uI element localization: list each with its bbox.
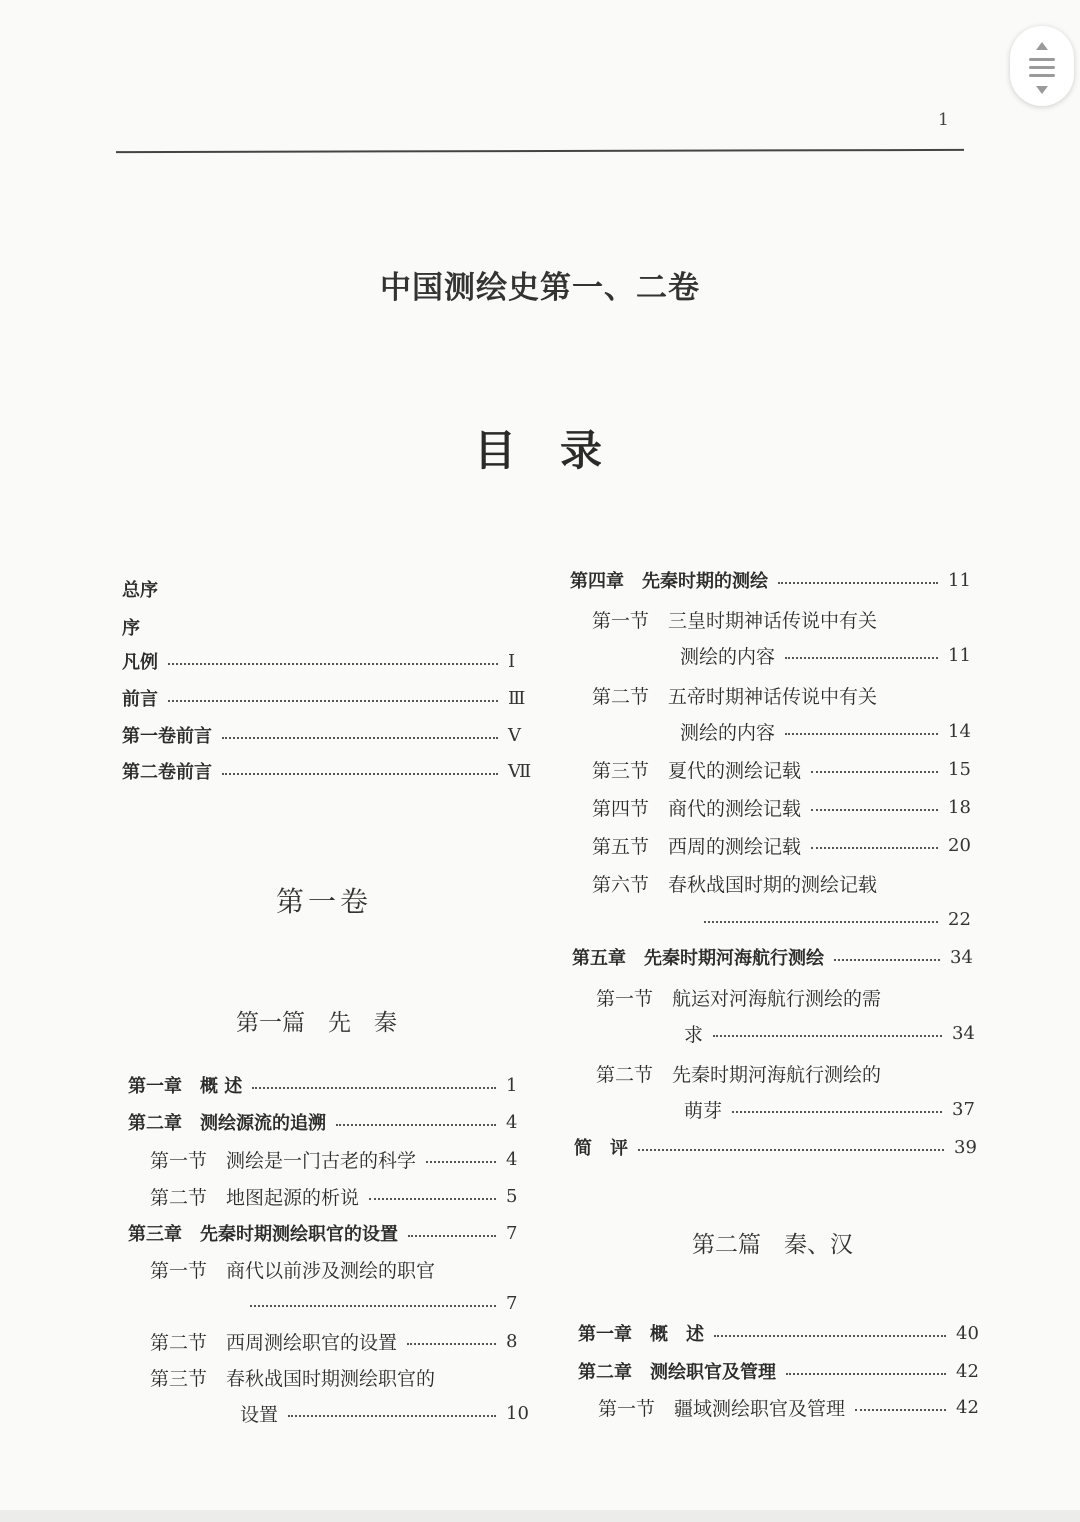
toc-entry[interactable]	[128, 1218, 530, 1248]
toc-entry[interactable]	[572, 942, 974, 972]
toc-entry-label: 第一节 三皇时期神话传说中有关	[592, 609, 878, 632]
toc-entry-page: 42	[956, 1396, 979, 1418]
toc-entry[interactable]	[684, 1018, 976, 1048]
leader-dots	[811, 771, 938, 773]
toc-entry-page: 8	[506, 1330, 518, 1352]
toc-entry-page: Ⅰ	[508, 650, 516, 672]
toc-entry[interactable]	[694, 904, 972, 934]
toc-heading: 目录	[473, 426, 646, 475]
toc-entry-page: 4	[506, 1148, 518, 1170]
toc-entry[interactable]	[128, 1070, 530, 1100]
leader-dots	[407, 1343, 496, 1345]
header-rule	[116, 149, 964, 153]
toc-entry-label: 第二卷前言	[122, 762, 212, 783]
toc-entry[interactable]	[574, 1132, 978, 1162]
leader-dots	[704, 921, 938, 923]
leader-dots	[785, 657, 938, 659]
toc-entry-page: 10	[506, 1402, 529, 1424]
leader-dots	[785, 733, 938, 735]
leader-dots	[714, 1335, 946, 1337]
toc-entry[interactable]	[128, 1107, 530, 1137]
toc-entry-label: 第一节 测绘是一门古老的科学	[150, 1149, 417, 1172]
toc-entry-page: 5	[506, 1185, 518, 1207]
toc-entry-page: 11	[948, 644, 971, 666]
book-title: 中国测绘史第一、二卷	[380, 270, 700, 306]
toc-entry-label: 前言	[122, 689, 158, 710]
toc-entry-page: 1	[506, 1074, 518, 1096]
leader-dots	[408, 1235, 496, 1237]
volume-one-heading: 第一卷	[276, 885, 373, 918]
leader-dots	[250, 1305, 496, 1307]
leader-dots	[713, 1035, 942, 1037]
toc-entry-label: 第一卷前言	[122, 726, 212, 747]
toc-entry[interactable]	[596, 1058, 976, 1088]
toc-entry-label: 求	[684, 1023, 704, 1046]
bottom-edge	[0, 1510, 1080, 1522]
toc-entry-label: 第二节 五帝时期神话传说中有关	[592, 685, 878, 708]
toc-entry-page: 15	[948, 758, 971, 780]
toc-entry-label: 萌芽	[684, 1099, 723, 1122]
toc-entry-label: 简 评	[574, 1138, 628, 1159]
toc-entry-label: 第二节 西周测绘职官的设置	[150, 1331, 398, 1354]
menu-line-icon	[1029, 74, 1055, 77]
leader-dots	[168, 663, 498, 665]
toc-entry-label: 第一章 概 述	[578, 1324, 704, 1345]
toc-entry-page: 18	[948, 796, 971, 818]
toc-entry[interactable]	[592, 868, 972, 898]
toc-entry-label: 测绘的内容	[680, 721, 776, 744]
toc-entry-label: 测绘的内容	[680, 645, 776, 668]
toc-entry-label: 第三节 夏代的测绘记载	[592, 759, 802, 782]
toc-entry-label: 第六节 春秋战国时期的测绘记载	[592, 873, 878, 896]
toc-entry-page: 34	[952, 1022, 975, 1044]
toc-entry[interactable]	[592, 604, 972, 634]
toc-entry[interactable]	[150, 1181, 530, 1211]
toc-entry-label: 第一节 疆域测绘职官及管理	[598, 1397, 846, 1420]
toc-entry-label: 第二节 先秦时期河海航行测绘的	[596, 1063, 882, 1086]
arrow-up-icon	[1036, 42, 1048, 50]
toc-entry-page: 11	[948, 569, 971, 591]
toc-entry-label: 第一章 概 述	[128, 1076, 243, 1097]
toc-entry[interactable]	[578, 1318, 980, 1348]
leader-dots	[426, 1161, 496, 1163]
toc-entry-label: 第三节 春秋战国时期测绘职官的	[150, 1367, 436, 1390]
leader-dots	[778, 582, 938, 584]
toc-entry-page: 40	[956, 1322, 979, 1344]
toc-entry[interactable]	[122, 683, 532, 713]
leader-dots	[834, 959, 940, 961]
part-two-heading: 第二篇 秦、汉	[692, 1232, 853, 1258]
leader-dots	[786, 1373, 946, 1375]
page-number: 1	[938, 110, 949, 130]
toc-entry-label: 第二章 测绘职官及管理	[578, 1362, 776, 1383]
toc-entry-label: 第二章 测绘源流的追溯	[128, 1113, 326, 1134]
toc-entry[interactable]	[598, 1392, 980, 1422]
toc-entry[interactable]	[150, 1362, 530, 1392]
toc-entry[interactable]	[150, 1144, 530, 1174]
toc-entry[interactable]	[570, 565, 972, 595]
toc-entry[interactable]	[578, 1356, 980, 1386]
toc-entry[interactable]	[240, 1288, 530, 1318]
leader-dots	[168, 700, 498, 702]
leader-dots	[855, 1409, 946, 1411]
toc-entry[interactable]	[122, 612, 532, 642]
toc-entry-page: 20	[948, 834, 971, 856]
toc-entry[interactable]	[680, 716, 972, 746]
toc-entry[interactable]	[592, 792, 972, 822]
leader-dots	[222, 737, 498, 739]
arrow-down-icon	[1036, 86, 1048, 94]
toc-entry-page: 37	[952, 1098, 975, 1120]
toc-entry-label: 第五章 先秦时期河海航行测绘	[572, 948, 824, 969]
toc-entry-label: 第五节 西周的测绘记载	[592, 835, 802, 858]
leader-dots	[288, 1415, 496, 1417]
toc-entry-label: 第四章 先秦时期的测绘	[570, 571, 768, 592]
toc-entry[interactable]	[592, 680, 972, 710]
toc-entry[interactable]	[122, 646, 532, 676]
toc-entry-page: 7	[506, 1222, 518, 1244]
toc-entry[interactable]	[122, 720, 532, 750]
toc-entry-page: 34	[950, 946, 973, 968]
leader-dots	[369, 1198, 496, 1200]
leader-dots	[336, 1124, 496, 1126]
toc-entry-page: 42	[956, 1360, 979, 1382]
toc-entry-page: 22	[948, 908, 971, 930]
toc-entry[interactable]	[592, 830, 972, 860]
toc-entry[interactable]	[680, 640, 972, 670]
toc-entry[interactable]	[684, 1094, 976, 1124]
toc-entry[interactable]	[150, 1326, 530, 1356]
toc-entry-page: 4	[506, 1111, 518, 1133]
menu-line-icon	[1029, 66, 1055, 69]
toc-entry-page: Ⅴ	[508, 724, 521, 746]
toc-entry-page: 39	[954, 1136, 977, 1158]
toc-entry-label: 第一节 商代以前涉及测绘的职官	[150, 1259, 436, 1282]
toc-entry-label: 凡例	[122, 652, 158, 673]
scroll-button[interactable]	[1010, 26, 1074, 106]
menu-line-icon	[1029, 58, 1055, 61]
toc-entry[interactable]	[596, 982, 976, 1012]
toc-entry-label: 第二节 地图起源的析说	[150, 1186, 360, 1209]
toc-entry-page: 14	[948, 720, 971, 742]
leader-dots	[811, 847, 938, 849]
toc-entry-label: 序	[122, 618, 140, 639]
toc-entry[interactable]	[240, 1398, 530, 1428]
leader-dots	[222, 773, 498, 775]
leader-dots	[732, 1111, 942, 1113]
toc-entry-page: Ⅲ	[508, 687, 526, 709]
part-one-heading: 第一篇 先 秦	[236, 1010, 397, 1036]
toc-entry[interactable]	[122, 756, 532, 786]
toc-entry-page: Ⅶ	[508, 760, 532, 782]
toc-entry[interactable]	[592, 754, 972, 784]
toc-entry-label: 设置	[240, 1403, 279, 1426]
toc-entry-label: 总序	[122, 580, 158, 601]
leader-dots	[638, 1149, 944, 1151]
toc-entry-page: 7	[506, 1292, 518, 1314]
toc-entry-label: 第四节 商代的测绘记载	[592, 797, 802, 820]
leader-dots	[811, 809, 938, 811]
toc-entry-label: 第三章 先秦时期测绘职官的设置	[128, 1224, 398, 1245]
toc-entry-label: 第一节 航运对河海航行测绘的需	[596, 987, 882, 1010]
toc-entry[interactable]	[150, 1254, 530, 1284]
leader-dots	[252, 1087, 496, 1089]
toc-entry[interactable]	[122, 574, 532, 604]
